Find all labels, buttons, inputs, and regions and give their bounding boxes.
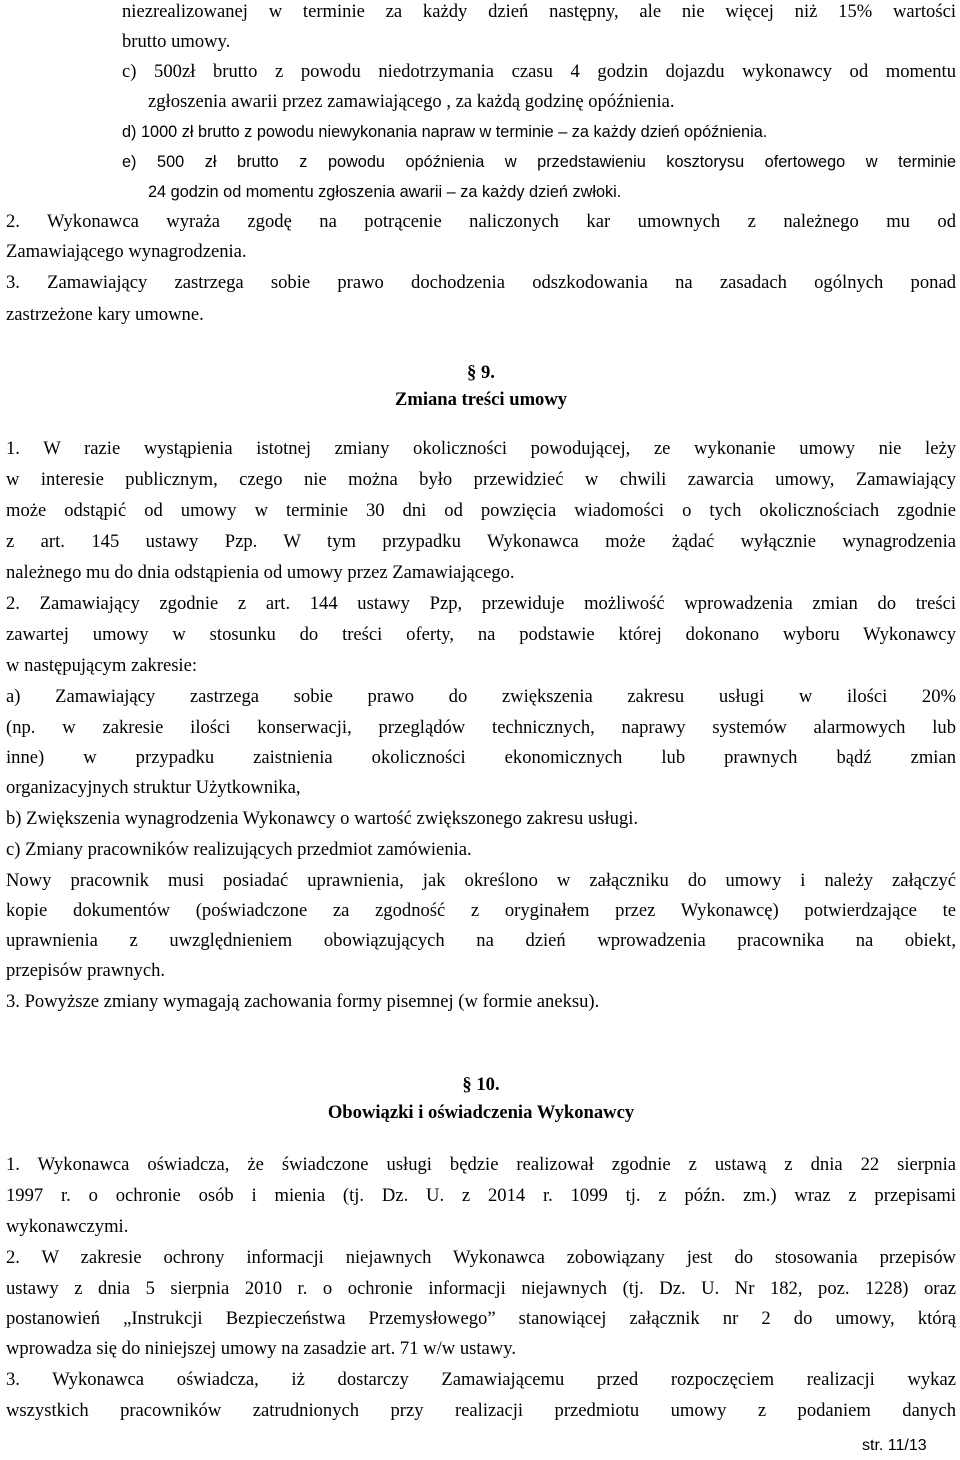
paragraph-line: (np. w zakresie ilości konserwacji, przeglądów technicznych, naprawy systemów alarmowych lub — [6, 717, 956, 738]
paragraph-line: wykonawczymi. — [6, 1216, 129, 1237]
paragraph-line: niezrealizowanej w terminie za każdy dzień następny, ale nie więcej niż 15% wartości — [122, 1, 956, 22]
paragraph-line: inne) w przypadku zaistnienia okoliczności ekonomicznych lub prawnych bądź zmian — [6, 747, 956, 768]
paragraph-line: w następującym zakresie: — [6, 655, 198, 676]
list-item-c: c) 500zł brutto z powodu niedotrzymania czasu 4 godzin dojazdu wykonawcy od momentu — [122, 61, 956, 82]
paragraph-line: 3. Wykonawca oświadcza, iż dostarczy Zamawiającemu przed rozpoczęciem realizacji wykaz — [6, 1369, 956, 1390]
paragraph-line: 1. W razie wystąpienia istotnej zmiany okoliczności powodującej, ze wykonanie umowy nie leży — [6, 438, 956, 459]
paragraph-line: przepisów prawnych. — [6, 960, 166, 981]
paragraph-line: z art. 145 ustawy Pzp. W tym przypadku Wykonawca może żądać wyłącznie wynagrodzenia — [6, 531, 956, 552]
paragraph-line: 2. Zamawiający zgodnie z art. 144 ustawy Pzp, przewiduje możliwość wprowadzenia zmian do treści — [6, 593, 956, 614]
paragraph-line: wszystkich pracowników zatrudnionych przy realizacji przedmiotu umowy z podaniem danych — [6, 1400, 956, 1421]
section-9-title: Zmiana treści umowy — [394, 389, 568, 410]
clause-3: 3. Zamawiający zastrzega sobie prawo dochodzenia odszkodowania na zasadach ogólnych ponad — [6, 272, 956, 293]
list-item-a: a) Zamawiający zastrzega sobie prawo do zwiększenia zakresu usługi w ilości 20% — [6, 686, 956, 707]
paragraph-line: organizacyjnych struktur Użytkownika, — [6, 777, 301, 798]
paragraph-line: 3. Powyższe zmiany wymagają zachowania formy pisemnej (w formie aneksu). — [6, 991, 600, 1012]
section-9-number: § 9. — [467, 362, 495, 383]
paragraph-line: należnego mu do dnia odstąpienia od umowy przez Zamawiającego. — [6, 562, 515, 583]
paragraph-line: kopie dokumentów (poświadczone za zgodność z oryginałem przez Wykonawcę) potwierdzające te — [6, 900, 956, 921]
clause-2: 2. Wykonawca wyraża zgodę na potrącenie naliczonych kar umownych z należnego mu od — [6, 211, 956, 232]
page-number: str. 11/13 — [862, 1437, 927, 1454]
paragraph-line: 1997 r. o ochronie osób i mienia (tj. Dz. U. z 2014 r. 1099 tj. z późn. zm.) wraz z przepisami — [6, 1185, 956, 1206]
paragraph-line: zawartej umowy w stosunku do treści oferty, na podstawie której dokonano wyboru Wykonawcy — [6, 624, 956, 645]
paragraph-line: ustawy z dnia 5 sierpnia 2010 r. o ochronie informacji niejawnych (tj. Dz. U. Nr 182, poz. 1228) oraz — [6, 1278, 956, 1299]
section-10-number: § 10. — [462, 1074, 500, 1095]
list-item-b: b) Zwiększenia wynagrodzenia Wykonawcy o wartość zwiększonego zakresu usługi. — [6, 808, 639, 829]
paragraph-line: może odstąpić od umowy w terminie 30 dni od powzięcia wiadomości o tych okolicznościach zgodnie — [6, 500, 956, 521]
paragraph-line: uprawnienia z uwzględnieniem obowiązujących na dzień wprowadzenia pracownika na obiekt, — [6, 930, 956, 951]
paragraph-line: 1. Wykonawca oświadcza, że świadczone usługi będzie realizował zgodnie z ustawą z dnia 22 sierpnia — [6, 1154, 956, 1175]
paragraph-line: 24 godzin od momentu zgłoszenia awarii – za każdy dzień zwłoki. — [148, 183, 622, 201]
list-item-e: e) 500 zł brutto z powodu opóźnienia w przedstawieniu kosztorysu ofertowego w terminie — [122, 153, 956, 171]
list-item-c: c) Zmiany pracowników realizujących przedmiot zamówienia. — [6, 839, 472, 860]
paragraph-line: wprowadza się do niniejszej umowy na zasadzie art. 71 w/w ustawy. — [6, 1338, 516, 1359]
paragraph-line: brutto umowy. — [122, 31, 231, 52]
paragraph-line: w interesie publicznym, czego nie można było przewidzieć w chwili zawarcia umowy, Zamawiający — [6, 469, 956, 490]
section-10-title: Obowiązki i oświadczenia Wykonawcy — [327, 1102, 635, 1123]
paragraph-line: 2. W zakresie ochrony informacji niejawnych Wykonawca zobowiązany jest do stosowania przepisów — [6, 1247, 956, 1268]
list-item-d: d) 1000 zł brutto z powodu niewykonania napraw w terminie – za każdy dzień opóźnienia. — [122, 123, 768, 141]
paragraph-line: Zamawiającego wynagrodzenia. — [6, 241, 247, 262]
paragraph-line: Nowy pracownik musi posiadać uprawnienia, jak określono w załączniku do umowy i należy załączyć — [6, 870, 956, 891]
paragraph-line: zastrzeżone kary umowne. — [6, 304, 204, 325]
paragraph-line: zgłoszenia awarii przez zamawiającego , za każdą godzinę opóźnienia. — [148, 91, 675, 112]
paragraph-line: postanowień „Instrukcji Bezpieczeństwa Przemysłowego” stanowiącej załącznik nr 2 do umowy, którą — [6, 1308, 956, 1329]
